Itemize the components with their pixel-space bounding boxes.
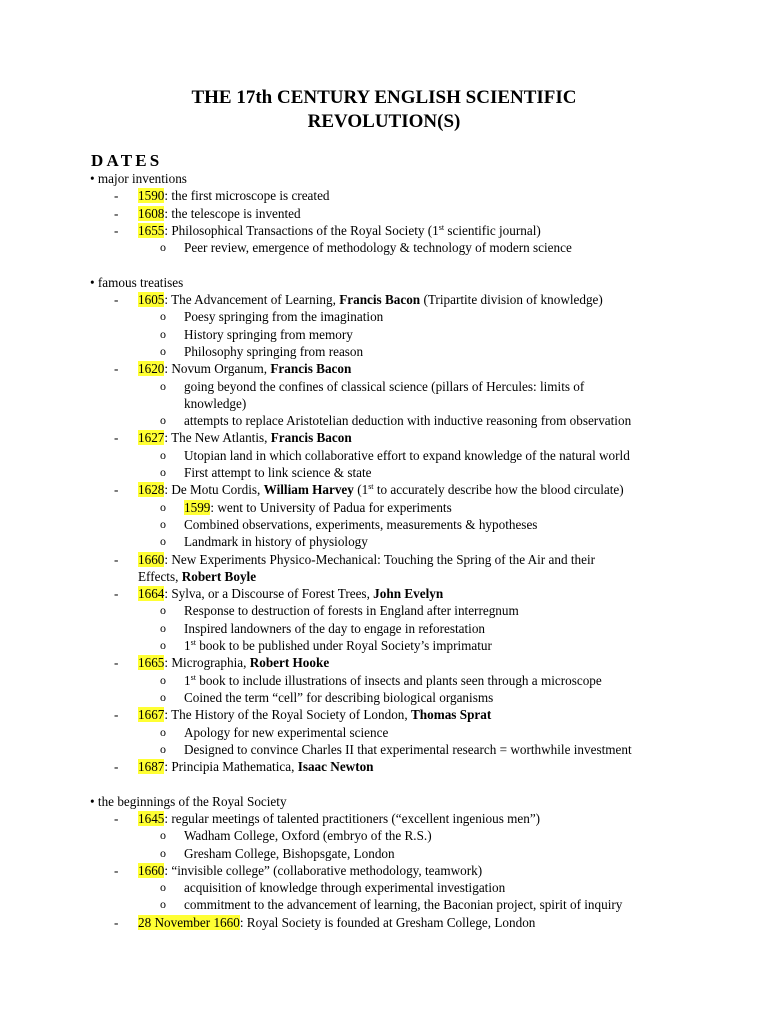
circle-bullet: o <box>160 240 166 255</box>
list-item: - 1645: regular meetings of talented practitioners (“excellent ingenious men”) <box>114 810 541 826</box>
dash-bullet: - <box>114 586 119 602</box>
list-item: - 1627: The New Atlantis, Francis Bacon <box>114 430 352 446</box>
circle-bullet: o <box>160 741 166 756</box>
dash-bullet: - <box>114 361 119 377</box>
highlighted-year: 1665 <box>138 655 165 671</box>
highlighted-year: 1687 <box>138 759 165 775</box>
circle-bullet: o <box>160 638 166 653</box>
sub-list-item: o acquisition of knowledge through experimental investigation <box>160 880 506 896</box>
author-name: Thomas Sprat <box>411 707 492 723</box>
highlighted-year: 1667 <box>138 707 165 723</box>
author-name: John Evelyn <box>373 586 444 602</box>
sub-list-item: o Gresham College, Bishopsgate, London <box>160 845 395 861</box>
list-item: - 1660: New Experiments Physico-Mechanical: Touching the Spring of the Air and their <box>114 551 596 567</box>
list-item: - 1664: Sylva, or a Discourse of Forest Trees, John Evelyn <box>114 586 444 602</box>
list-item: - 1665: Micrographia, Robert Hooke <box>114 655 330 671</box>
highlighted-year: 1590 <box>138 188 165 204</box>
title-line-2: REVOLUTION(S) <box>307 111 461 132</box>
sub-list-item: o commitment to the advancement of learning, the Baconian project, spirit of inquiry <box>160 897 623 913</box>
circle-bullet: o <box>160 413 166 428</box>
highlighted-year: 1628 <box>138 482 165 498</box>
list-item: - 1620: Novum Organum, Francis Bacon <box>114 361 352 377</box>
circle-bullet: o <box>160 620 166 635</box>
author-name: Robert Boyle <box>181 568 257 584</box>
sub-list-item: o First attempt to link science & state <box>160 465 372 481</box>
author-name: Francis Bacon <box>339 292 421 308</box>
circle-bullet: o <box>160 880 166 895</box>
category-major-inventions: • major inventions <box>90 171 187 186</box>
highlighted-date: 28 November 1660 <box>138 914 240 930</box>
list-item: - 1608: the telescope is invented <box>114 205 301 221</box>
list-item: - 1590: the first microscope is created <box>114 188 330 204</box>
circle-bullet: o <box>160 516 166 531</box>
sub-list-item: o Utopian land in which collaborative effort to expand knowledge of the natural world <box>160 447 630 463</box>
spacer <box>0 256 768 273</box>
sub-list-item: o Wadham College, Oxford (embryo of the R.S.) <box>160 828 432 844</box>
title-line-1: THE 17th CENTURY ENGLISH SCIENTIFIC <box>191 87 577 108</box>
dates-outline <box>0 170 768 931</box>
sub-list-item: o going beyond the confines of classical science (pillars of Hercules: limits of <box>160 378 585 394</box>
sub-list-item: o 1599: went to University of Padua for experiments <box>160 499 452 515</box>
author-name: Francis Bacon <box>270 361 352 377</box>
circle-bullet: o <box>160 447 166 462</box>
author-name: Isaac Newton <box>297 759 374 775</box>
dash-bullet: - <box>114 292 119 308</box>
highlighted-year: 1664 <box>138 586 165 602</box>
dash-bullet: - <box>114 862 119 878</box>
list-item-continuation: Effects, Robert Boyle <box>138 568 257 584</box>
circle-bullet: o <box>160 534 166 549</box>
circle-bullet: o <box>160 828 166 843</box>
highlighted-year: 1605 <box>138 292 165 308</box>
sub-list-item: o Coined the term “cell” for describing biological organisms <box>160 689 494 705</box>
dash-bullet: - <box>114 655 119 671</box>
dash-bullet: - <box>114 707 119 723</box>
sub-list-item-continuation: knowledge) <box>184 395 247 411</box>
dash-bullet: - <box>114 188 119 204</box>
circle-bullet: o <box>160 672 166 687</box>
dash-bullet: - <box>114 222 119 238</box>
page-title <box>0 86 768 134</box>
category-famous-treatises: • famous treatises <box>90 274 184 290</box>
circle-bullet: o <box>160 845 166 860</box>
category-royal-society: • the beginnings of the Royal Society <box>90 793 287 809</box>
circle-bullet: o <box>160 378 166 393</box>
sub-list-item: o Inspired landowners of the day to engage in reforestation <box>160 620 486 636</box>
highlighted-year: 1599 <box>184 499 211 515</box>
sub-list-item: o Designed to convince Charles II that experimental research = worthwhile investment <box>160 741 632 757</box>
highlighted-year: 1645 <box>138 810 165 826</box>
circle-bullet: o <box>160 465 166 480</box>
list-item: - 1628: De Motu Cordis, William Harvey (1st to accurately describe how the blood circulate) <box>114 482 624 498</box>
sub-list-item: o Apology for new experimental science <box>160 724 389 740</box>
author-name: Robert Hooke <box>249 655 330 671</box>
highlighted-year: 1620 <box>138 361 165 377</box>
spacer <box>0 775 768 792</box>
sub-list-item: o attempts to replace Aristotelian deduction with inductive reasoning from observation <box>160 413 632 429</box>
circle-bullet: o <box>160 326 166 341</box>
sub-list-item: o History springing from memory <box>160 326 353 342</box>
circle-bullet: o <box>160 689 166 704</box>
circle-bullet: o <box>160 309 166 324</box>
list-item: - 1660: “invisible college” (collaborative methodology, teamwork) <box>114 862 483 878</box>
sub-list-item: o Landmark in history of physiology <box>160 534 368 550</box>
highlighted-year: 1608 <box>138 205 165 221</box>
sub-list-item: o Philosophy springing from reason <box>160 343 364 359</box>
highlighted-year: 1660 <box>138 551 165 567</box>
list-item: - 1667: The History of the Royal Society of London, Thomas Sprat <box>114 707 492 723</box>
circle-bullet: o <box>160 603 166 618</box>
circle-bullet: o <box>160 724 166 739</box>
highlighted-year: 1627 <box>138 430 165 446</box>
list-item: - 1687: Principia Mathematica, Isaac Newton <box>114 759 374 775</box>
highlighted-year: 1655 <box>138 222 165 238</box>
dash-bullet: - <box>114 482 119 498</box>
author-name: Francis Bacon <box>270 430 352 446</box>
sub-list-item: o Combined observations, experiments, measurements & hypotheses <box>160 516 538 532</box>
circle-bullet: o <box>160 499 166 514</box>
dash-bullet: - <box>114 759 119 775</box>
dash-bullet: - <box>114 810 119 826</box>
dash-bullet: - <box>114 205 119 221</box>
circle-bullet: o <box>160 343 166 358</box>
dash-bullet: - <box>114 551 119 567</box>
list-item: - 28 November 1660: Royal Society is founded at Gresham College, London <box>114 914 536 930</box>
sub-list-item: o 1st book to be published under Royal Society’s imprimatur <box>160 638 492 654</box>
circle-bullet: o <box>160 897 166 912</box>
sub-list-item: o Peer review, emergence of methodology & technology of modern science <box>160 240 572 256</box>
sub-list-item: o Poesy springing from the imagination <box>160 309 384 325</box>
author-name: William Harvey <box>263 482 354 498</box>
dash-bullet: - <box>114 914 119 930</box>
sub-list-item: o Response to destruction of forests in England after interregnum <box>160 603 519 619</box>
highlighted-year: 1660 <box>138 862 165 878</box>
sub-list-item: o 1st book to include illustrations of insects and plants seen through a microscope <box>160 672 602 688</box>
section-heading-dates: DATES <box>91 151 163 170</box>
list-item: - 1655: Philosophical Transactions of the Royal Society (1st scientific journal) <box>114 222 541 238</box>
list-item: - 1605: The Advancement of Learning, Francis Bacon (Tripartite division of knowledge) <box>114 292 603 308</box>
dash-bullet: - <box>114 430 119 446</box>
